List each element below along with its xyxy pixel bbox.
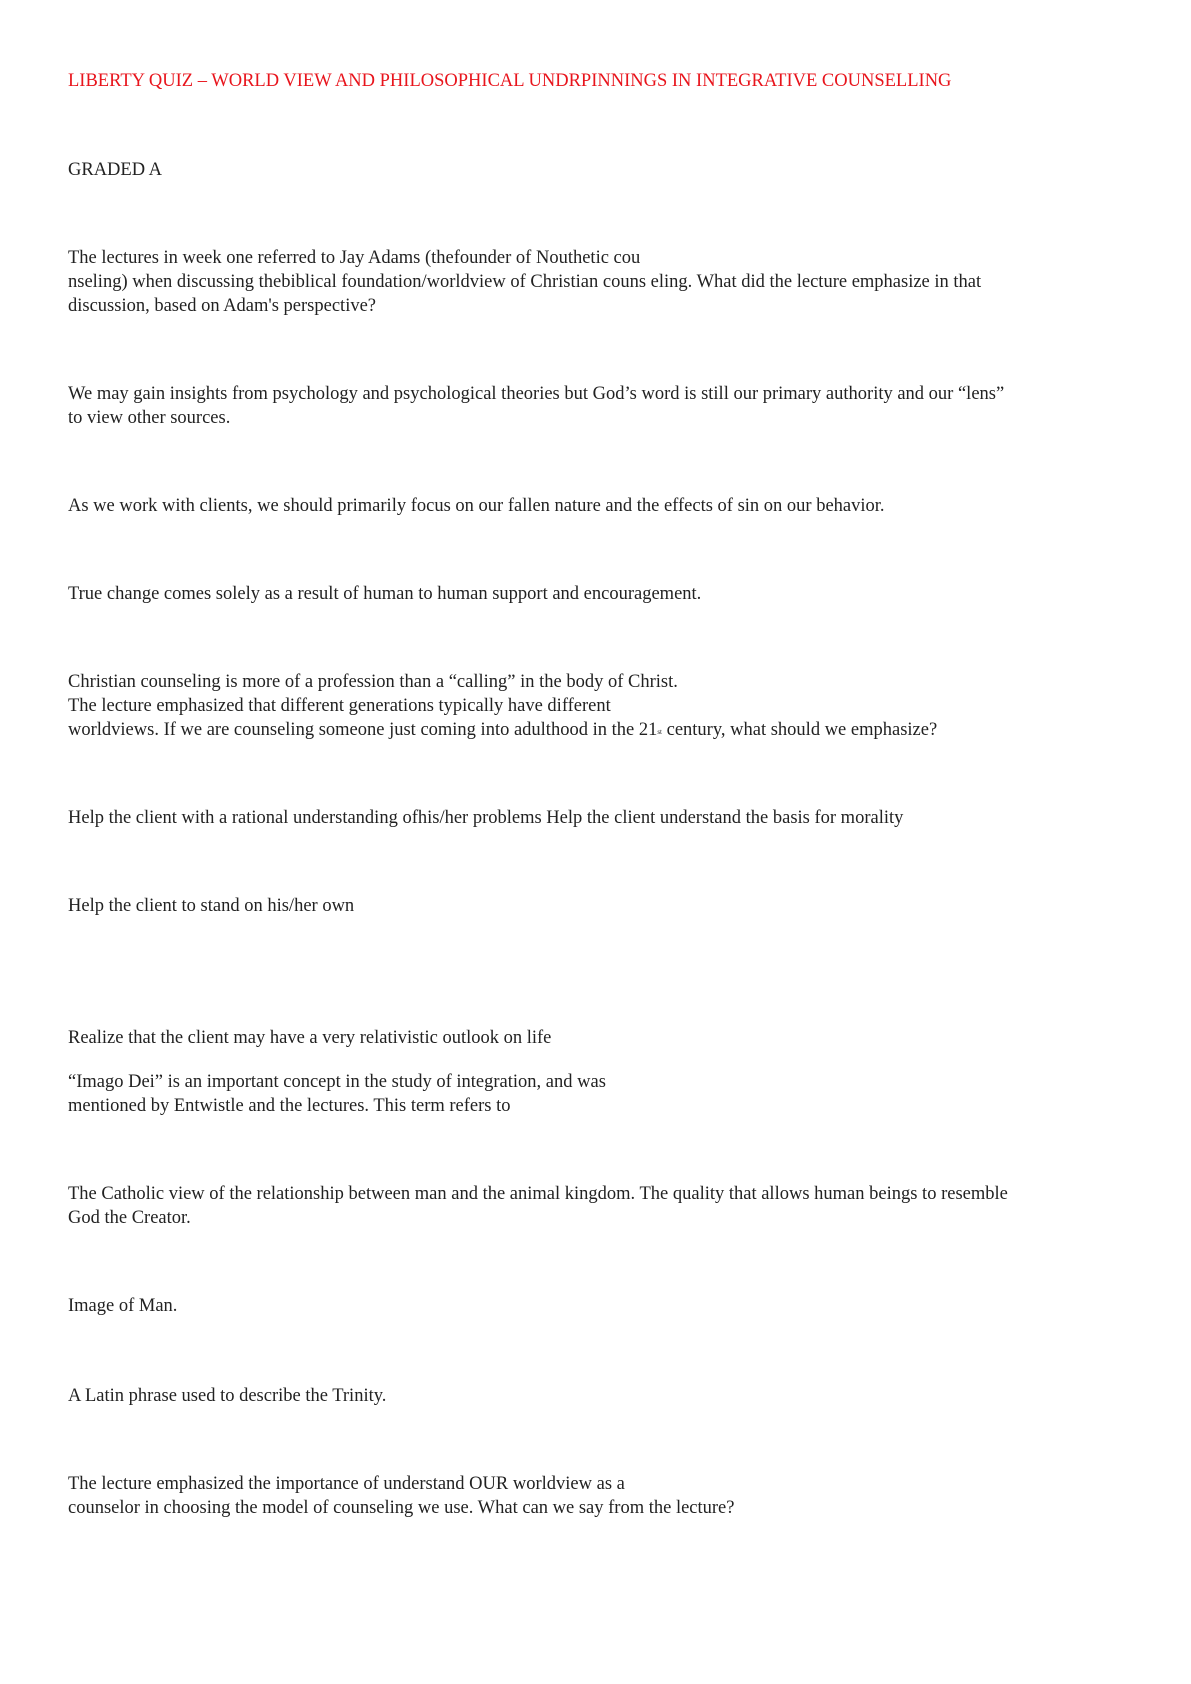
question-4-line-2: counselor in choosing the model of counseling we use. What can we say from the lecture? <box>68 1498 735 1518</box>
grade-label: GRADED A <box>68 160 163 180</box>
question-1-option-3: True change comes solely as a result of human to human support and encouragement. <box>68 584 702 604</box>
ordinal-suffix: st <box>657 728 662 736</box>
option-line-2: God the Creator. <box>68 1208 191 1228</box>
question-4-line-1: The lecture emphasized the importance of understand OUR worldview as a <box>68 1474 625 1494</box>
question-1-line-3: discussion, based on Adam's perspective? <box>68 296 377 316</box>
question-3-line-1: “Imago Dei” is an important concept in the study of integration, and was <box>68 1072 606 1092</box>
document-title: LIBERTY QUIZ – WORLD VIEW AND PHILOSOPHICAL UNDRPINNINGS IN INTEGRATIVE COUNSELLING <box>68 71 952 91</box>
question-2-line-2-text: worldviews. If we are counseling someone just coming into adulthood in the 21 <box>68 720 658 740</box>
question-3-option-2: Image of Man. <box>68 1296 178 1316</box>
question-2-option-3: Realize that the client may have a very relativistic outlook on life <box>68 1028 552 1048</box>
question-3-line-2: mentioned by Entwistle and the lectures. This term refers to <box>68 1096 511 1116</box>
question-1-line-2: nseling) when discussing thebiblical foundation/worldview of Christian couns eling. What did the lecture emphasize in that <box>68 272 982 292</box>
question-1-option-2: As we work with clients, we should primarily focus on our fallen nature and the effects of sin on our behavior. <box>68 496 885 516</box>
question-2-line-1: The lecture emphasized that different generations typically have different <box>68 696 611 716</box>
option-line-2: to view other sources. <box>68 408 231 428</box>
question-1-option-4: Christian counseling is more of a profession than a “calling” in the body of Christ. <box>68 672 678 692</box>
question-2-line-2-end: century, what should we emphasize? <box>662 720 938 740</box>
option-line-1: We may gain insights from psychology and psychological theories but God’s word is still our primary authority and our “lens” <box>68 384 1005 404</box>
question-3-option-3: A Latin phrase used to describe the Trinity. <box>68 1386 387 1406</box>
question-2-line-2 <box>68 718 937 745</box>
question-2-option-2: Help the client to stand on his/her own <box>68 896 355 916</box>
question-2-option-1: Help the client with a rational understanding ofhis/her problems Help the client understand the basis for morality <box>68 808 904 828</box>
question-1-line-1: The lectures in week one referred to Jay Adams (thefounder of Nouthetic cou <box>68 248 641 268</box>
option-line-1: The Catholic view of the relationship between man and the animal kingdom. The quality that allows human beings to resemble <box>68 1184 1008 1204</box>
